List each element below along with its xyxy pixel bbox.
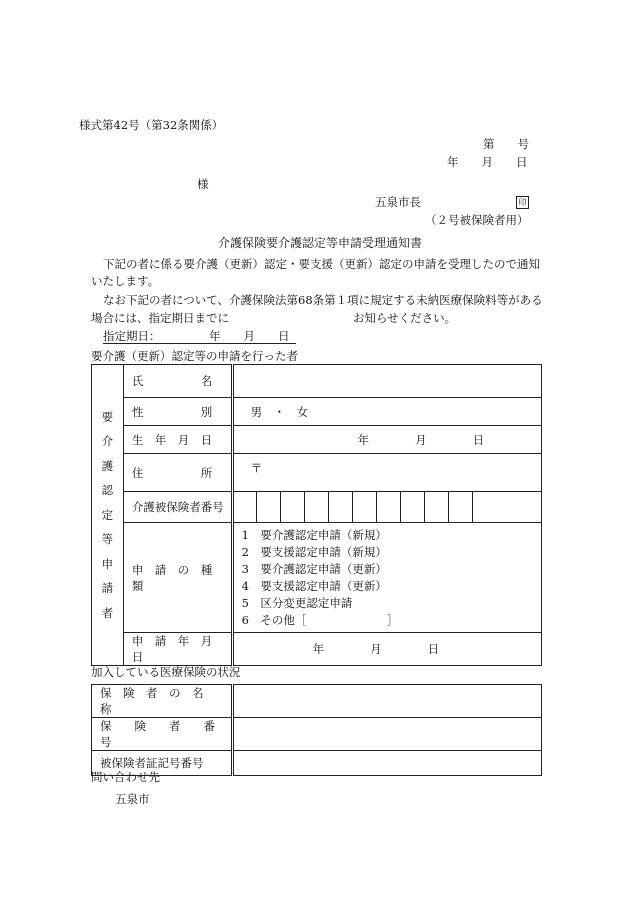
birth-label: 生 年 月 日 bbox=[131, 432, 213, 447]
application-type-option[interactable]: 4 要支援認定申請（更新） bbox=[241, 578, 387, 593]
sex-field[interactable] bbox=[232, 398, 541, 426]
insurance-section-title: 加入している医療保険の状況 bbox=[91, 665, 241, 679]
digit-box[interactable] bbox=[449, 492, 473, 522]
application-date-label: 申 請 年 月 日 bbox=[131, 634, 224, 664]
digit-box[interactable] bbox=[377, 492, 401, 522]
deadline-date: 年 月 日 bbox=[209, 329, 290, 343]
issuer-name: 五泉市長 bbox=[375, 195, 421, 209]
birth-field[interactable] bbox=[232, 426, 541, 454]
application-type-option[interactable]: 6 その他［ ］ bbox=[241, 612, 399, 627]
body-para2-line1: なお下記の者について、介護保険法第68条第１項に規定する未納医療保険料等がある bbox=[103, 293, 543, 307]
application-type-list[interactable] bbox=[232, 523, 541, 633]
document-number: 第 号 bbox=[483, 137, 529, 151]
application-type-option[interactable]: 2 要支援認定申請（新規） bbox=[241, 544, 387, 559]
digit-box[interactable] bbox=[401, 492, 425, 522]
digit-box[interactable] bbox=[234, 492, 257, 522]
digit-box[interactable] bbox=[425, 492, 449, 522]
digit-box[interactable] bbox=[329, 492, 353, 522]
insured-card-number-label: 被保険者証記号番号 bbox=[100, 756, 204, 770]
body-para1-line1: 下記の者に係る要介護（更新）認定・要支援（更新）認定の申請を受理したので通知 bbox=[103, 257, 540, 271]
form-number: 様式第42号（第32条関係） bbox=[79, 118, 224, 132]
applicant-section-title: 要介護（更新）認定等の申請を行った者 bbox=[91, 349, 298, 363]
name-field[interactable] bbox=[232, 365, 541, 398]
insurer-name-label: 保 険 者 の 名 称 bbox=[100, 686, 215, 716]
postal-mark: 〒 bbox=[250, 461, 263, 475]
deadline-label: 指定期日： bbox=[103, 329, 161, 343]
application-date-value: 年 月 日 bbox=[312, 642, 440, 656]
body-para2-line2a: 場合には、指定期日までに bbox=[91, 311, 229, 325]
side-label-char: 請 bbox=[101, 581, 114, 596]
side-label-char: 護 bbox=[101, 458, 114, 473]
insurer-number-field[interactable] bbox=[232, 718, 541, 751]
application-date-field[interactable] bbox=[232, 633, 541, 666]
name-label: 氏 名 bbox=[131, 374, 213, 388]
sex-label: 性 別 bbox=[131, 404, 213, 419]
side-label-char: 認 bbox=[101, 483, 114, 498]
insurance-table bbox=[91, 684, 542, 776]
side-label-char: 申 bbox=[101, 556, 114, 571]
insured-no-label: 介護被保険者番号 bbox=[131, 500, 224, 514]
issuer-seal: 印 bbox=[516, 194, 529, 209]
application-type-label: 申 請 の 種 類 bbox=[131, 562, 224, 593]
address-field[interactable] bbox=[232, 454, 541, 492]
side-label-char: 介 bbox=[101, 434, 114, 449]
application-type-option[interactable]: 1 要介護認定申請（新規） bbox=[241, 527, 387, 542]
deadline-line bbox=[103, 328, 296, 344]
digit-box[interactable] bbox=[281, 492, 305, 522]
contact-label: 問い合わせ先 bbox=[91, 770, 160, 784]
applicant-table bbox=[91, 364, 542, 666]
sex-value: 男 ・ 女 bbox=[250, 404, 309, 419]
insured-no-field[interactable] bbox=[232, 492, 541, 523]
side-label-char: 定 bbox=[101, 507, 114, 522]
birth-value: 年 月 日 bbox=[357, 432, 485, 447]
side-label-char: 者 bbox=[101, 605, 114, 620]
issue-date: 年 月 日 bbox=[447, 155, 528, 169]
digit-box[interactable] bbox=[305, 492, 329, 522]
document-title: 介護保険要介護認定等申請受理通知書 bbox=[218, 236, 423, 250]
application-type-option[interactable]: 3 要介護認定申請（更新） bbox=[241, 561, 387, 576]
applicant-side-label bbox=[92, 365, 124, 666]
body-para2-line2b: お知らせください。 bbox=[353, 311, 457, 325]
insurer-number-label: 保 険 者 番 号 bbox=[100, 719, 238, 749]
insured-card-number-field[interactable] bbox=[232, 751, 541, 776]
body-para1-line2: いたします。 bbox=[91, 274, 160, 288]
side-label-char: 要 bbox=[101, 409, 114, 424]
scope-note: （２号被保険者用） bbox=[425, 213, 529, 227]
side-label-char: 等 bbox=[101, 532, 114, 547]
address-label: 住 所 bbox=[131, 465, 213, 480]
insurer-name-field[interactable] bbox=[232, 685, 541, 718]
application-type-option[interactable]: 5 区分変更認定申請 bbox=[241, 595, 353, 610]
recipient-suffix: 様 bbox=[197, 177, 209, 191]
contact-value: 五泉市 bbox=[115, 792, 150, 806]
digit-box[interactable] bbox=[257, 492, 281, 522]
digit-box[interactable] bbox=[353, 492, 377, 522]
